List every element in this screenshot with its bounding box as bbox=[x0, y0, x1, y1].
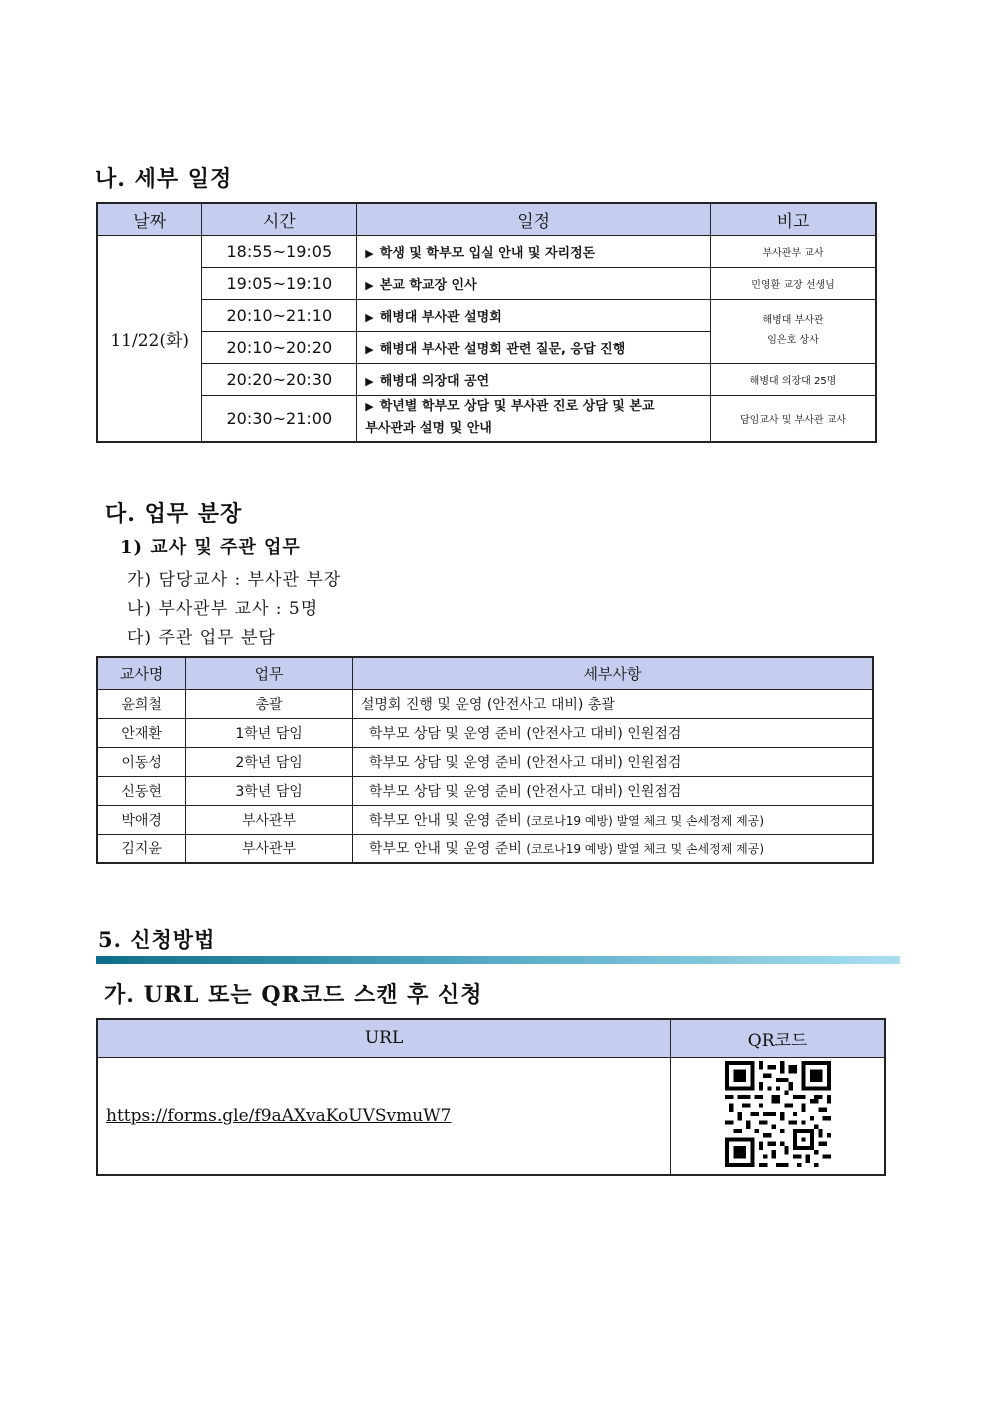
note-line: 임은호 상사 bbox=[767, 335, 819, 346]
schedule-event: ▶ 학년별 학부모 상담 및 부사관 진로 상담 및 본교 부사관과 설명 및 안내 bbox=[357, 395, 711, 442]
bullet-triangle-icon: ▶ bbox=[365, 310, 374, 324]
duty-row bbox=[97, 776, 873, 805]
teacher-name: 안재환 bbox=[97, 718, 186, 747]
header-detail: 세부사항 bbox=[352, 657, 873, 689]
duties-subtitle: 1) 교사 및 주관 업무 bbox=[120, 537, 301, 558]
schedule-row bbox=[97, 235, 876, 267]
teacher-duty: 1학년 담임 bbox=[186, 718, 353, 747]
apply-row bbox=[97, 1057, 885, 1175]
bullet-triangle-icon: ▶ bbox=[365, 374, 374, 388]
duty-row bbox=[97, 718, 873, 747]
bullet-triangle-icon: ▶ bbox=[365, 278, 374, 292]
header-teacher: 교사명 bbox=[97, 657, 186, 689]
teacher-name: 이동성 bbox=[97, 747, 186, 776]
duty-detail: 학부모 상담 및 운영 준비 (안전사고 대비) 인원점검 bbox=[352, 776, 873, 805]
teacher-duty: 총괄 bbox=[186, 689, 353, 718]
apply-url-link[interactable]: https://forms.gle/f9aAXvaKoUVSvmuW7 bbox=[106, 1105, 452, 1126]
duty-detail: 학부모 안내 및 운영 준비 (코로나19 예방) 발열 체크 및 손세정제 제공) bbox=[352, 805, 873, 834]
duty-detail: 학부모 안내 및 운영 준비 (코로나19 예방) 발열 체크 및 손세정제 제공) bbox=[352, 834, 873, 863]
teacher-name: 신동현 bbox=[97, 776, 186, 805]
teacher-name: 박애경 bbox=[97, 805, 186, 834]
teacher-name: 김지윤 bbox=[97, 834, 186, 863]
duty-detail: 설명회 진행 및 운영 (안전사고 대비) 총괄 bbox=[352, 689, 873, 718]
section-divider-bar bbox=[96, 956, 900, 964]
teacher-duty: 부사관부 bbox=[186, 834, 353, 863]
schedule-time: 20:20~20:30 bbox=[202, 363, 357, 395]
teacher-name: 윤희철 bbox=[97, 689, 186, 718]
schedule-time: 19:05~19:10 bbox=[202, 267, 357, 299]
schedule-note: 민영환 교장 선생님 bbox=[711, 267, 876, 299]
bullet-triangle-icon: ▶ bbox=[365, 246, 374, 260]
schedule-note-merged bbox=[711, 299, 876, 363]
schedule-note: 해병대 의장대 25명 bbox=[711, 363, 876, 395]
schedule-event: ▶ 해병대 의장대 공연 bbox=[357, 363, 711, 395]
apply-header-row bbox=[97, 1019, 885, 1057]
duty-row bbox=[97, 834, 873, 863]
apply-subtitle: 가. URL 또는 QR코드 스캔 후 신청 bbox=[104, 982, 483, 1008]
event-line: 부사관과 설명 및 안내 bbox=[365, 421, 492, 437]
header-note: 비고 bbox=[711, 203, 876, 235]
header-time: 시간 bbox=[202, 203, 357, 235]
schedule-row bbox=[97, 267, 876, 299]
schedule-event: ▶ 해병대 부사관 설명회 관련 질문, 응답 진행 bbox=[357, 331, 711, 363]
duty-row bbox=[97, 805, 873, 834]
duty-item-na: 나) 부사관부 교사 : 5명 bbox=[127, 599, 319, 619]
header-event: 일정 bbox=[357, 203, 711, 235]
header-url: URL bbox=[97, 1019, 671, 1057]
url-cell bbox=[97, 1057, 671, 1175]
duties-section-title: 다. 업무 분장 bbox=[105, 501, 243, 527]
duties-header-row bbox=[97, 657, 873, 689]
duty-row bbox=[97, 689, 873, 718]
schedule-time: 20:10~20:20 bbox=[202, 331, 357, 363]
header-duty: 업무 bbox=[186, 657, 353, 689]
schedule-date: 11/22(화) bbox=[97, 235, 202, 442]
schedule-event: ▶ 본교 학교장 인사 bbox=[357, 267, 711, 299]
apply-section-title: 5. 신청방법 bbox=[98, 927, 216, 952]
bullet-triangle-icon: ▶ bbox=[365, 400, 374, 414]
duty-item-da: 다) 주관 업무 분담 bbox=[127, 628, 276, 648]
schedule-section-title: 나. 세부 일정 bbox=[95, 166, 233, 192]
duty-detail: 학부모 상담 및 운영 준비 (안전사고 대비) 인원점검 bbox=[352, 747, 873, 776]
schedule-event: ▶ 학생 및 학부모 입실 안내 및 자리정돈 bbox=[357, 235, 711, 267]
schedule-time: 18:55~19:05 bbox=[202, 235, 357, 267]
schedule-time: 20:10~21:10 bbox=[202, 299, 357, 331]
schedule-event: ▶ 해병대 부사관 설명회 bbox=[357, 299, 711, 331]
teacher-duty: 부사관부 bbox=[186, 805, 353, 834]
schedule-table bbox=[96, 202, 877, 443]
schedule-time: 20:30~21:00 bbox=[202, 395, 357, 442]
teacher-duty: 3학년 담임 bbox=[186, 776, 353, 805]
schedule-row bbox=[97, 363, 876, 395]
duty-detail: 학부모 상담 및 운영 준비 (안전사고 대비) 인원점검 bbox=[352, 718, 873, 747]
duty-row bbox=[97, 747, 873, 776]
note-line: 해병대 부사관 bbox=[762, 315, 824, 326]
duty-item-ga: 가) 담당교사 : 부사관 부장 bbox=[127, 570, 342, 590]
duties-table bbox=[96, 656, 874, 864]
schedule-note: 부사관부 교사 bbox=[711, 235, 876, 267]
schedule-row bbox=[97, 395, 876, 442]
apply-table bbox=[96, 1018, 886, 1176]
bullet-triangle-icon: ▶ bbox=[365, 342, 374, 356]
header-qr: QR코드 bbox=[671, 1019, 885, 1057]
schedule-row bbox=[97, 299, 876, 331]
schedule-header-row bbox=[97, 203, 876, 235]
qr-cell bbox=[671, 1057, 885, 1175]
qr-code-icon[interactable] bbox=[725, 1061, 831, 1167]
teacher-duty: 2학년 담임 bbox=[186, 747, 353, 776]
schedule-note: 담임교사 및 부사관 교사 bbox=[711, 395, 876, 442]
header-date: 날짜 bbox=[97, 203, 202, 235]
